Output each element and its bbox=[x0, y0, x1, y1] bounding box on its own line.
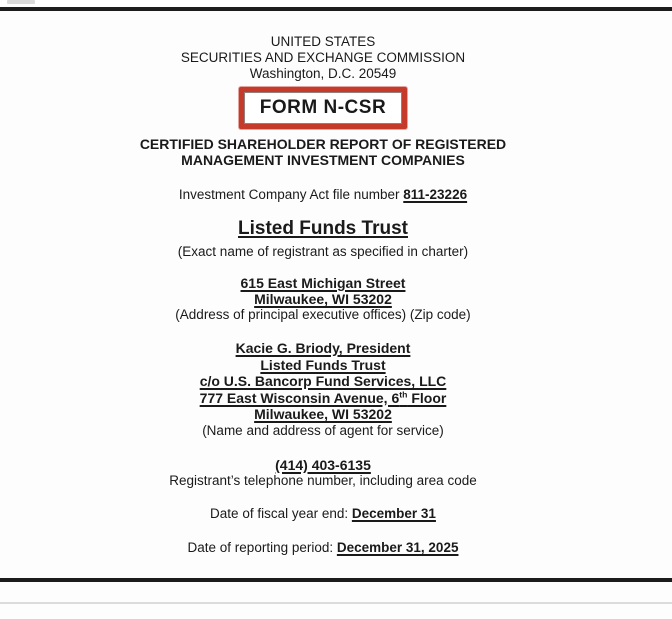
agent-street: 777 East Wisconsin Avenue, 6th Floor bbox=[199, 388, 447, 406]
page-edge-line bbox=[0, 602, 672, 604]
office-street: 615 East Michigan Street bbox=[240, 275, 406, 291]
reporting-period-value: December 31, 2025 bbox=[336, 540, 459, 555]
phone-block bbox=[0, 457, 646, 489]
office-address-block bbox=[0, 275, 646, 323]
commission-header bbox=[0, 34, 646, 82]
form-ncsr-badge: FORM N-CSR bbox=[239, 87, 407, 129]
file-number-line bbox=[0, 187, 646, 203]
header-washington: Washington, D.C. 20549 bbox=[249, 66, 397, 81]
file-number-value: 811-23226 bbox=[403, 187, 468, 202]
fiscal-year-line bbox=[0, 506, 646, 522]
agent-caption: (Name and address of agent for service) bbox=[202, 422, 444, 438]
agent-city: Milwaukee, WI 53202 bbox=[254, 406, 392, 422]
file-number-label: Investment Company Act file number bbox=[178, 187, 404, 202]
phone-number: (414) 403-6135 bbox=[275, 457, 371, 473]
reporting-period-label: Date of reporting period: bbox=[187, 540, 337, 555]
fiscal-year-label: Date of fiscal year end: bbox=[210, 506, 352, 521]
subtitle-line2: MANAGEMENT INVESTMENT COMPANIES bbox=[181, 152, 465, 168]
agent-name: Kacie G. Briody, President bbox=[235, 340, 411, 356]
agent-trust: Listed Funds Trust bbox=[260, 356, 386, 373]
office-caption: (Address of principal executive offices) (Zip code) bbox=[175, 307, 471, 322]
registrant-caption: (Exact name of registrant as specified in charter) bbox=[177, 244, 469, 259]
subtitle-line1: CERTIFIED SHAREHOLDER REPORT OF REGISTERED bbox=[139, 136, 507, 152]
form-subtitle bbox=[0, 136, 646, 168]
header-united-states: UNITED STATES bbox=[270, 34, 376, 49]
form-badge-wrap bbox=[0, 87, 646, 129]
bottom-rule bbox=[0, 578, 672, 582]
agent-block bbox=[0, 340, 646, 439]
fiscal-year-value: December 31 bbox=[351, 506, 436, 521]
registrant-name: Listed Funds Trust bbox=[238, 218, 408, 239]
phone-caption: Registrant’s telephone number, including area code bbox=[169, 473, 477, 488]
office-city: Milwaukee, WI 53202 bbox=[254, 291, 392, 307]
header-sec: SECURITIES AND EXCHANGE COMMISSION bbox=[180, 50, 466, 65]
agent-co: c/o U.S. Bancorp Fund Services, LLC bbox=[199, 373, 447, 389]
ordinal-superscript: th bbox=[399, 388, 408, 399]
reporting-period-line bbox=[0, 540, 646, 556]
